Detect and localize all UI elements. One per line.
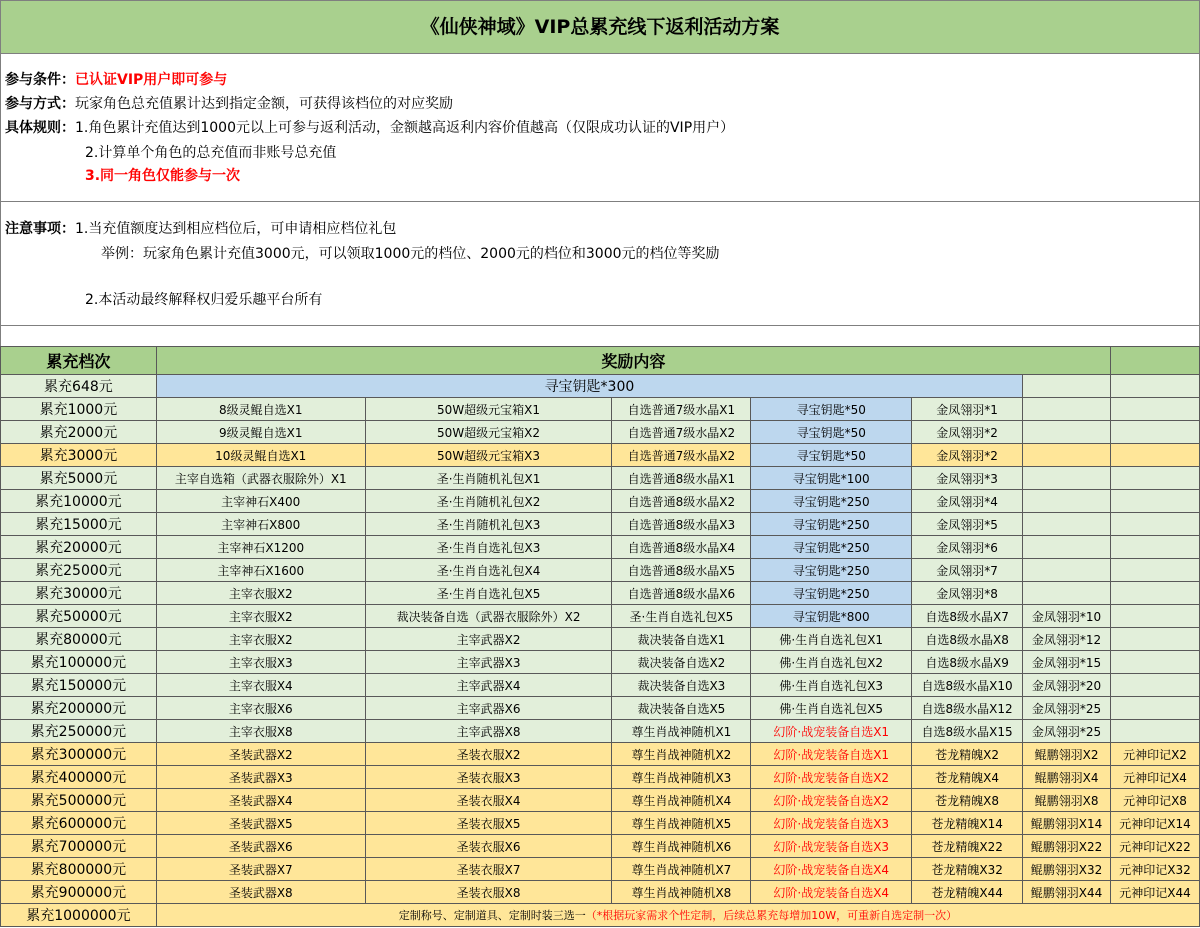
empty-cell xyxy=(1111,536,1200,559)
reward-cell: 佛·生肖自选礼包X5 xyxy=(751,697,912,720)
reward-cell: 尊生肖战神随机X7 xyxy=(612,858,751,881)
header-blank xyxy=(1111,347,1200,375)
tier-cell: 累充900000元 xyxy=(1,881,157,904)
method-line xyxy=(5,94,453,114)
rule-3: 3.同一角色仅能参与一次 xyxy=(85,168,241,184)
reward-cell: 50W超级元宝箱X1 xyxy=(365,398,612,421)
reward-cell: 圣装武器X2 xyxy=(156,743,365,766)
reward-cell: 尊生肖战神随机X8 xyxy=(612,881,751,904)
reward-cell: 幻阶·战宠装备自选X4 xyxy=(751,858,912,881)
reward-cell: 金凤翎羽*8 xyxy=(912,582,1023,605)
tier-cell: 累充1000元 xyxy=(1,398,157,421)
reward-cell: 元神印记X2 xyxy=(1111,743,1200,766)
tier-cell: 累充500000元 xyxy=(1,789,157,812)
table-row xyxy=(1,766,1200,789)
table-header-row xyxy=(1,347,1200,375)
reward-cell: 圣装衣服X6 xyxy=(365,835,612,858)
empty-cell xyxy=(1111,697,1200,720)
info-section xyxy=(0,54,1200,202)
reward-cell: 寻宝钥匙*250 xyxy=(751,513,912,536)
empty-cell xyxy=(1111,375,1200,398)
table-row xyxy=(1,812,1200,835)
reward-cell: 尊生肖战神随机X4 xyxy=(612,789,751,812)
table-row xyxy=(1,536,1200,559)
reward-cell: 裁决装备自选X2 xyxy=(612,651,751,674)
reward-cell: 尊生肖战神随机X1 xyxy=(612,720,751,743)
tier-cell: 累充200000元 xyxy=(1,697,157,720)
reward-cell: 金凤翎羽*1 xyxy=(912,398,1023,421)
empty-cell xyxy=(1111,605,1200,628)
final-reward-main: 定制称号、定制道具、定制时装三选一 xyxy=(398,909,586,922)
reward-cell: 幻阶·战宠装备自选X2 xyxy=(751,766,912,789)
final-reward-note: （*根据玩家需求个性定制，后续总累充每增加10W，可重新自选定制一次） xyxy=(585,909,958,922)
reward-cell: 圣装衣服X2 xyxy=(365,743,612,766)
reward-cell: 元神印记X8 xyxy=(1111,789,1200,812)
reward-cell: 主宰武器X4 xyxy=(365,674,612,697)
reward-cell: 圣装武器X7 xyxy=(156,858,365,881)
rule-2: 2.计算单个角色的总充值而非账号总充值 xyxy=(85,145,337,161)
reward-cell: 主宰衣服X4 xyxy=(156,674,365,697)
reward-cell: 自选8级水晶X15 xyxy=(912,720,1023,743)
reward-cell: 幻阶·战宠装备自选X3 xyxy=(751,835,912,858)
table-row xyxy=(1,559,1200,582)
reward-cell: 圣·生肖随机礼包X2 xyxy=(365,490,612,513)
reward-cell: 自选8级水晶X10 xyxy=(912,674,1023,697)
reward-cell: 主宰神石X1600 xyxy=(156,559,365,582)
reward-cell: 圣装衣服X3 xyxy=(365,766,612,789)
reward-cell: 尊生肖战神随机X3 xyxy=(612,766,751,789)
reward-cell: 主宰衣服X2 xyxy=(156,605,365,628)
tier-cell: 累充1000000元 xyxy=(1,904,157,927)
note-example: 举例：玩家角色累计充值3000元，可以领取1000元的档位、2000元的档位和3000元的档位等奖励 xyxy=(101,246,720,262)
reward-cell: 幻阶·战宠装备自选X2 xyxy=(751,789,912,812)
table-row xyxy=(1,375,1200,398)
reward-table xyxy=(0,346,1200,927)
empty-cell xyxy=(1023,559,1111,582)
empty-cell xyxy=(1111,720,1200,743)
reward-cell: 主宰神石X800 xyxy=(156,513,365,536)
table-row xyxy=(1,651,1200,674)
tier-cell: 累充20000元 xyxy=(1,536,157,559)
reward-cell: 主宰神石X1200 xyxy=(156,536,365,559)
reward-cell: 金凤翎羽*2 xyxy=(912,444,1023,467)
reward-cell: 主宰衣服X6 xyxy=(156,697,365,720)
method-value: 玩家角色总充值累计达到指定金额，可获得该档位的对应奖励 xyxy=(75,96,453,112)
reward-cell: 幻阶·战宠装备自选X1 xyxy=(751,743,912,766)
tier-cell: 累充30000元 xyxy=(1,582,157,605)
reward-cell: 主宰衣服X8 xyxy=(156,720,365,743)
reward-cell: 尊生肖战神随机X2 xyxy=(612,743,751,766)
tier-cell: 累充2000元 xyxy=(1,421,157,444)
empty-cell xyxy=(1111,490,1200,513)
empty-cell xyxy=(1023,398,1111,421)
reward-cell: 苍龙精魄X14 xyxy=(912,812,1023,835)
empty-cell xyxy=(1023,490,1111,513)
reward-cell: 主宰衣服X2 xyxy=(156,582,365,605)
table-row xyxy=(1,904,1200,927)
empty-cell xyxy=(1111,398,1200,421)
reward-cell: 元神印记X14 xyxy=(1111,812,1200,835)
reward-cell: 苍龙精魄X4 xyxy=(912,766,1023,789)
table-row xyxy=(1,467,1200,490)
reward-cell: 圣装武器X5 xyxy=(156,812,365,835)
reward-cell: 寻宝钥匙*250 xyxy=(751,536,912,559)
tier-cell: 累充5000元 xyxy=(1,467,157,490)
reward-cell: 圣·生肖自选礼包X5 xyxy=(365,582,612,605)
reward-cell: 自选8级水晶X12 xyxy=(912,697,1023,720)
table-row xyxy=(1,582,1200,605)
reward-cell: 自选普通7级水晶X2 xyxy=(612,421,751,444)
reward-cell: 金凤翎羽*5 xyxy=(912,513,1023,536)
tier-cell: 累充600000元 xyxy=(1,812,157,835)
reward-cell: 寻宝钥匙*250 xyxy=(751,490,912,513)
reward-cell: 金凤翎羽*20 xyxy=(1023,674,1111,697)
note-2: 2.本活动最终解释权归爱乐趣平台所有 xyxy=(85,292,323,308)
reward-cell: 金凤翎羽*12 xyxy=(1023,628,1111,651)
table-row xyxy=(1,720,1200,743)
table-row xyxy=(1,835,1200,858)
reward-cell: 金凤翎羽*6 xyxy=(912,536,1023,559)
reward-cell: 裁决装备自选X1 xyxy=(612,628,751,651)
reward-cell: 金凤翎羽*15 xyxy=(1023,651,1111,674)
reward-cell: 鲲鹏翎羽X32 xyxy=(1023,858,1111,881)
table-row xyxy=(1,444,1200,467)
tier-cell: 累充10000元 xyxy=(1,490,157,513)
reward-cell: 自选普通8级水晶X4 xyxy=(612,536,751,559)
note-line-1 xyxy=(5,219,396,239)
reward-cell: 圣装衣服X7 xyxy=(365,858,612,881)
tier-cell: 累充100000元 xyxy=(1,651,157,674)
reward-cell: 鲲鹏翎羽X2 xyxy=(1023,743,1111,766)
reward-cell: 主宰武器X8 xyxy=(365,720,612,743)
rules-label: 具体规则： xyxy=(5,120,75,136)
notes-label: 注意事项： xyxy=(5,221,75,237)
table-row xyxy=(1,490,1200,513)
reward-cell: 金凤翎羽*2 xyxy=(912,421,1023,444)
notes-section xyxy=(0,202,1200,326)
reward-cell: 寻宝钥匙*100 xyxy=(751,467,912,490)
table-row xyxy=(1,789,1200,812)
empty-cell xyxy=(1111,628,1200,651)
condition-label: 参与条件： xyxy=(5,72,75,88)
reward-cell: 元神印记X44 xyxy=(1111,881,1200,904)
empty-cell xyxy=(1111,467,1200,490)
condition-line xyxy=(5,70,227,90)
rule-1: 1.角色累计充值达到1000元以上可参与返利活动，金额越高返利内容价值越高（仅限成功认证的VIP用户） xyxy=(75,120,735,136)
reward-cell: 苍龙精魄X44 xyxy=(912,881,1023,904)
empty-cell xyxy=(1023,444,1111,467)
reward-cell: 寻宝钥匙*250 xyxy=(751,582,912,605)
reward-header: 奖励内容 xyxy=(156,347,1110,375)
reward-cell: 裁决装备自选X5 xyxy=(612,697,751,720)
reward-cell: 自选8级水晶X8 xyxy=(912,628,1023,651)
reward-cell: 佛·生肖自选礼包X1 xyxy=(751,628,912,651)
table-row xyxy=(1,674,1200,697)
reward-cell: 金凤翎羽*10 xyxy=(1023,605,1111,628)
reward-cell: 主宰神石X400 xyxy=(156,490,365,513)
reward-cell: 50W超级元宝箱X3 xyxy=(365,444,612,467)
reward-cell: 苍龙精魄X2 xyxy=(912,743,1023,766)
tier-cell: 累充700000元 xyxy=(1,835,157,858)
empty-cell xyxy=(1023,582,1111,605)
reward-cell: 50W超级元宝箱X2 xyxy=(365,421,612,444)
reward-cell: 裁决装备自选X3 xyxy=(612,674,751,697)
tier-header: 累充档次 xyxy=(1,347,157,375)
reward-cell: 幻阶·战宠装备自选X1 xyxy=(751,720,912,743)
reward-cell: 圣·生肖自选礼包X5 xyxy=(612,605,751,628)
table-row xyxy=(1,743,1200,766)
table-row xyxy=(1,697,1200,720)
reward-cell: 主宰自选箱（武器衣服除外）X1 xyxy=(156,467,365,490)
reward-cell: 寻宝钥匙*800 xyxy=(751,605,912,628)
tier-cell: 累充300000元 xyxy=(1,743,157,766)
reward-cell: 圣装武器X6 xyxy=(156,835,365,858)
reward-cell: 自选普通8级水晶X6 xyxy=(612,582,751,605)
reward-cell: 主宰武器X2 xyxy=(365,628,612,651)
reward-cell: 苍龙精魄X8 xyxy=(912,789,1023,812)
note-1: 1.当充值额度达到相应档位后，可申请相应档位礼包 xyxy=(75,221,397,237)
tier-cell: 累充25000元 xyxy=(1,559,157,582)
reward-cell: 苍龙精魄X32 xyxy=(912,858,1023,881)
reward-table-body xyxy=(1,347,1200,927)
reward-cell: 圣装衣服X5 xyxy=(365,812,612,835)
reward-cell: 圣装衣服X4 xyxy=(365,789,612,812)
rules-line xyxy=(5,118,734,138)
empty-cell xyxy=(1023,421,1111,444)
table-row xyxy=(1,605,1200,628)
reward-cell: 自选8级水晶X9 xyxy=(912,651,1023,674)
empty-cell xyxy=(1023,467,1111,490)
tier-cell: 累充50000元 xyxy=(1,605,157,628)
reward-cell: 鲲鹏翎羽X22 xyxy=(1023,835,1111,858)
reward-cell: 圣·生肖自选礼包X4 xyxy=(365,559,612,582)
table-row xyxy=(1,858,1200,881)
empty-cell xyxy=(1111,513,1200,536)
reward-cell: 主宰武器X6 xyxy=(365,697,612,720)
tier-cell: 累充800000元 xyxy=(1,858,157,881)
method-label: 参与方式： xyxy=(5,96,75,112)
reward-cell: 8级灵鲲自选X1 xyxy=(156,398,365,421)
reward-cell: 幻阶·战宠装备自选X3 xyxy=(751,812,912,835)
table-row xyxy=(1,513,1200,536)
reward-cell: 金凤翎羽*4 xyxy=(912,490,1023,513)
reward-cell: 主宰武器X3 xyxy=(365,651,612,674)
table-row xyxy=(1,628,1200,651)
reward-cell: 裁决装备自选（武器衣服除外）X2 xyxy=(365,605,612,628)
empty-cell xyxy=(1111,559,1200,582)
tier-cell: 累充400000元 xyxy=(1,766,157,789)
reward-cell: 10级灵鲲自选X1 xyxy=(156,444,365,467)
tier-cell: 累充15000元 xyxy=(1,513,157,536)
reward-cell: 圣·生肖自选礼包X3 xyxy=(365,536,612,559)
empty-cell xyxy=(1023,375,1111,398)
reward-cell: 元神印记X32 xyxy=(1111,858,1200,881)
empty-cell xyxy=(1023,536,1111,559)
reward-cell: 金凤翎羽*25 xyxy=(1023,697,1111,720)
reward-cell: 自选普通8级水晶X2 xyxy=(612,490,751,513)
tier-cell: 累充648元 xyxy=(1,375,157,398)
reward-cell: 元神印记X4 xyxy=(1111,766,1200,789)
page-title: 《仙侠神域》VIP总累充线下返利活动方案 xyxy=(0,0,1200,54)
reward-cell: 金凤翎羽*25 xyxy=(1023,720,1111,743)
reward-cell: 寻宝钥匙*50 xyxy=(751,444,912,467)
table-row xyxy=(1,421,1200,444)
reward-cell: 圣·生肖随机礼包X1 xyxy=(365,467,612,490)
reward-cell: 佛·生肖自选礼包X2 xyxy=(751,651,912,674)
empty-cell xyxy=(1111,444,1200,467)
empty-cell xyxy=(1111,582,1200,605)
reward-cell: 主宰衣服X2 xyxy=(156,628,365,651)
reward-cell: 鲲鹏翎羽X14 xyxy=(1023,812,1111,835)
reward-cell: 圣装武器X4 xyxy=(156,789,365,812)
reward-cell: 鲲鹏翎羽X8 xyxy=(1023,789,1111,812)
reward-cell: 元神印记X22 xyxy=(1111,835,1200,858)
final-reward-cell xyxy=(156,904,1199,927)
reward-cell: 金凤翎羽*7 xyxy=(912,559,1023,582)
spacer xyxy=(0,326,1200,346)
empty-cell xyxy=(1023,513,1111,536)
tier-cell: 累充80000元 xyxy=(1,628,157,651)
empty-cell xyxy=(1111,421,1200,444)
table-row xyxy=(1,398,1200,421)
reward-cell: 自选普通8级水晶X3 xyxy=(612,513,751,536)
tier-cell: 累充150000元 xyxy=(1,674,157,697)
reward-cell: 金凤翎羽*3 xyxy=(912,467,1023,490)
empty-cell xyxy=(1111,674,1200,697)
reward-cell: 幻阶·战宠装备自选X4 xyxy=(751,881,912,904)
reward-cell: 主宰衣服X3 xyxy=(156,651,365,674)
reward-cell: 寻宝钥匙*250 xyxy=(751,559,912,582)
reward-cell: 苍龙精魄X22 xyxy=(912,835,1023,858)
reward-cell: 自选普通8级水晶X5 xyxy=(612,559,751,582)
reward-cell: 圣装衣服X8 xyxy=(365,881,612,904)
condition-value: 已认证VIP用户即可参与 xyxy=(75,72,228,88)
reward-cell: 寻宝钥匙*50 xyxy=(751,421,912,444)
reward-cell: 自选普通7级水晶X2 xyxy=(612,444,751,467)
reward-cell: 9级灵鲲自选X1 xyxy=(156,421,365,444)
empty-cell xyxy=(1111,651,1200,674)
reward-cell: 自选普通8级水晶X1 xyxy=(612,467,751,490)
reward-cell: 寻宝钥匙*50 xyxy=(751,398,912,421)
reward-cell: 鲲鹏翎羽X4 xyxy=(1023,766,1111,789)
reward-cell: 鲲鹏翎羽X44 xyxy=(1023,881,1111,904)
reward-cell: 尊生肖战神随机X5 xyxy=(612,812,751,835)
tier-cell: 累充250000元 xyxy=(1,720,157,743)
table-row xyxy=(1,881,1200,904)
reward-cell: 圣装武器X8 xyxy=(156,881,365,904)
reward-cell: 圣装武器X3 xyxy=(156,766,365,789)
reward-cell: 圣·生肖随机礼包X3 xyxy=(365,513,612,536)
reward-cell: 寻宝钥匙*300 xyxy=(156,375,1022,398)
tier-cell: 累充3000元 xyxy=(1,444,157,467)
reward-cell: 自选8级水晶X7 xyxy=(912,605,1023,628)
reward-cell: 佛·生肖自选礼包X3 xyxy=(751,674,912,697)
reward-cell: 尊生肖战神随机X6 xyxy=(612,835,751,858)
reward-cell: 自选普通7级水晶X1 xyxy=(612,398,751,421)
